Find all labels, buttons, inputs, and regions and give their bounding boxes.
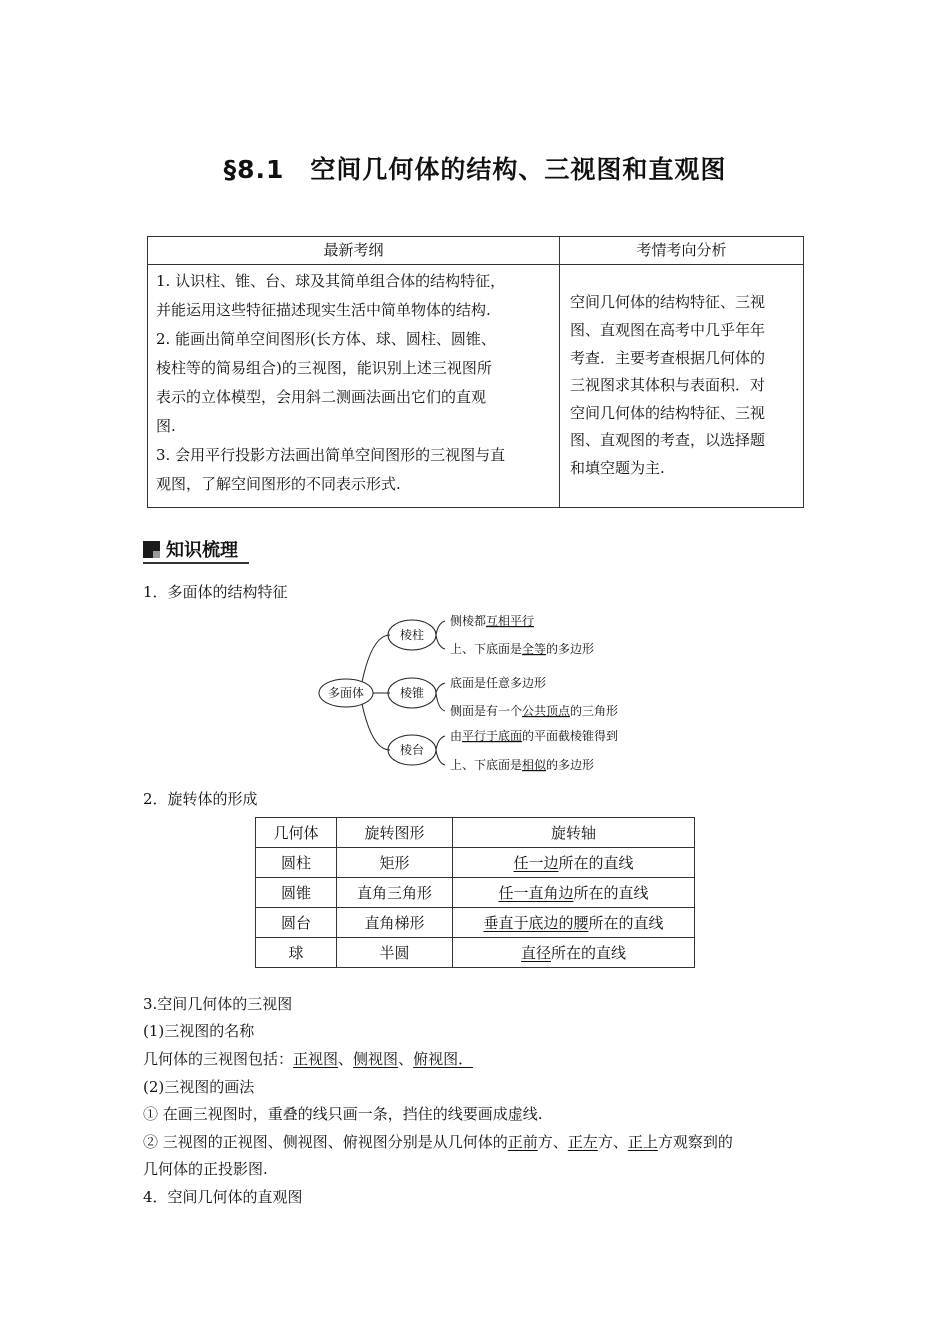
rule2-line1: ② 三视图的正视图、侧视图、俯视图分别是从几何体的正前方、正左方、正上方观察到的 (143, 1133, 733, 1151)
table-cell: 矩形 (337, 848, 453, 878)
item3-sub1: (1)三视图的名称 (143, 1022, 255, 1040)
connector-root-frustum (362, 704, 390, 750)
pyramid-leaf-1: 底面是任意多边形 (450, 676, 547, 690)
outline-header-analysis: 考情考向分析 (560, 237, 804, 265)
syllabus-line: 并能运用这些特征描述现实生活中简单物体的结构. (156, 301, 491, 319)
analysis-line: 和填空题为主. (570, 458, 665, 477)
syllabus-line: 1. 认识柱、锥、台、球及其简单组合体的结构特征， (156, 272, 506, 290)
syllabus-line: 2. 能画出简单空间图形(长方体、球、圆柱、圆锥、 (156, 330, 496, 348)
section-underline (143, 562, 249, 564)
connector-root-prism (362, 635, 390, 682)
header-cell: 几何体 (256, 818, 337, 848)
table-cell: 球 (256, 938, 337, 968)
syllabus-line: 3. 会用平行投影方法画出简单空间图形的三视图与直 (156, 446, 506, 464)
analysis-line: 空间几何体的结构特征、三视 (570, 403, 766, 422)
item3-title: 3.空间几何体的三视图 (143, 995, 293, 1013)
pyramid-leaf-2: 侧面是有一个公共顶点的三角形 (450, 704, 619, 718)
rule2-line2: 几何体的正投影图. (143, 1160, 268, 1178)
frustum-leaf-1: 由平行于底面的平面截棱锥得到 (450, 729, 619, 743)
prism-node-label: 棱柱 (399, 628, 425, 642)
item3-sub2: (2)三视图的画法 (143, 1078, 255, 1096)
polyhedron-diagram (310, 605, 650, 785)
top-view-term: 俯视图． (413, 1050, 474, 1068)
table-cell: 圆柱 (256, 848, 337, 878)
table-cell: 直角梯形 (337, 908, 453, 938)
table-row (256, 938, 695, 968)
analysis-line: 图、直观图的考查，以选择题 (570, 431, 766, 450)
table-row (256, 878, 695, 908)
table-cell: 直角三角形 (337, 878, 453, 908)
table-cell: 半圆 (337, 938, 453, 968)
bracket-frustum-up (436, 736, 445, 750)
table-row (256, 908, 695, 938)
syllabus-line: 棱柱等的简易组合)的三视图，能识别上述三视图所 (156, 359, 492, 377)
header-cell: 旋转轴 (453, 818, 695, 848)
side-view-term: 侧视图 (353, 1050, 399, 1068)
rule1: ① 在画三视图时，重叠的线只画一条，挡住的线要画成虚线. (143, 1105, 543, 1123)
bracket-prism-down (436, 635, 445, 649)
section-heading-text: 知识梳理 (166, 540, 238, 561)
frustum-node-label: 棱台 (399, 743, 425, 757)
table-cell: 任一边所在的直线 (453, 848, 695, 878)
root-node-label: 多面体 (327, 686, 365, 700)
table-row (256, 848, 695, 878)
bracket-prism-up (436, 621, 445, 635)
bracket-pyramid-down (436, 693, 445, 711)
header-cell: 旋转图形 (337, 818, 453, 848)
rotation-body-table (255, 817, 695, 968)
frustum-leaf-2: 上、下底面是相似的多边形 (450, 758, 595, 772)
pyramid-node-label: 棱锥 (399, 686, 425, 700)
item4-title: 4．空间几何体的直观图 (143, 1188, 303, 1206)
item1-title: 1．多面体的结构特征 (143, 583, 288, 601)
analysis-cell (560, 265, 804, 508)
bracket-pyramid-up (436, 683, 445, 693)
bracket-frustum-down (436, 750, 445, 765)
analysis-line: 空间几何体的结构特征、三视 (570, 293, 766, 312)
outline-header-syllabus: 最新考纲 (148, 237, 560, 265)
analysis-line: 图、直观图在高考中几乎年年 (570, 321, 766, 340)
section-square-icon (143, 541, 160, 558)
analysis-line: 三视图求其体积与表面积．对 (570, 376, 766, 395)
syllabus-line: 图. (156, 417, 176, 435)
front-view-term: 正视图 (293, 1050, 339, 1068)
table-header-row (256, 818, 695, 848)
table-cell: 圆锥 (256, 878, 337, 908)
prism-leaf-1: 侧棱都互相平行 (450, 614, 535, 628)
section-heading (143, 536, 238, 562)
item2-title: 2．旋转体的形成 (143, 790, 258, 808)
syllabus-line: 观图，了解空间图形的不同表示形式. (156, 475, 401, 493)
analysis-line: 考查．主要考查根据几何体的 (570, 348, 766, 367)
exam-outline-table (147, 236, 804, 508)
page-title: §8.1 空间几何体的结构、三视图和直观图 (223, 155, 727, 184)
prism-leaf-2: 上、下底面是全等的多边形 (450, 642, 595, 656)
table-cell: 直径所在的直线 (453, 938, 695, 968)
syllabus-cell (148, 265, 560, 508)
table-cell: 圆台 (256, 908, 337, 938)
syllabus-line: 表示的立体模型，会用斜二测画法画出它们的直观 (156, 388, 487, 406)
three-views-names: 几何体的三视图包括：正视图、侧视图、俯视图． (143, 1050, 474, 1068)
table-cell: 垂直于底边的腰所在的直线 (453, 908, 695, 938)
table-cell: 任一直角边所在的直线 (453, 878, 695, 908)
